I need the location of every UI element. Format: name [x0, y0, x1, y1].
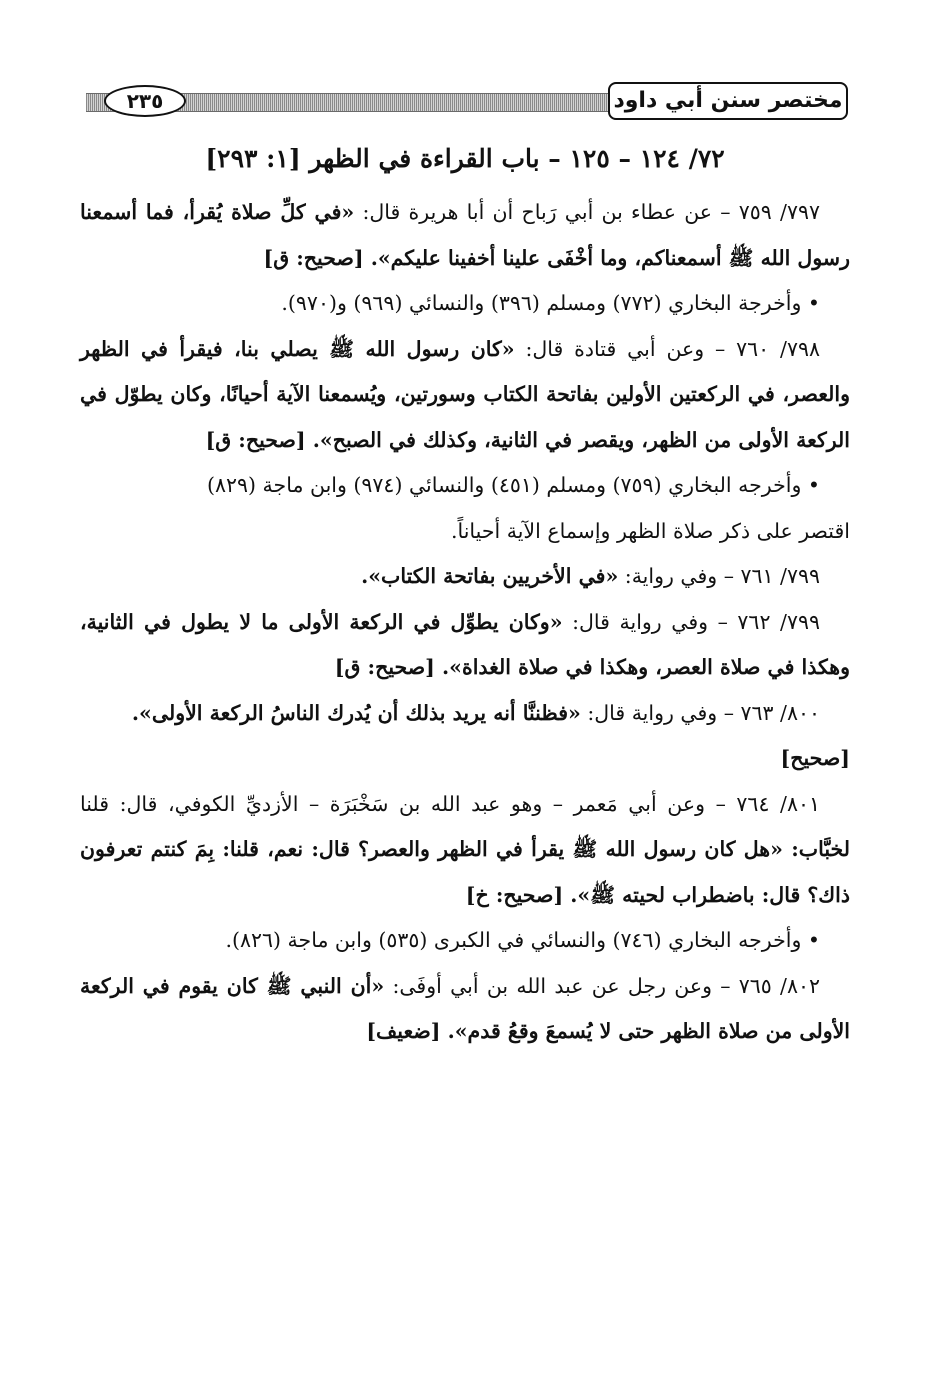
hadith-801 [80, 782, 850, 919]
takhrij-note: • وأخرجه البخاري (٧٤٦) والنسائي في الكبرى (٥٣٥) وابن ماجة (٨٢٦). [225, 928, 820, 952]
takhrij-note: • وأخرجة البخاري (٧٧٢) ومسلم (٣٩٦) والنسائي (٩٦٩) و(٩٧٠). [281, 291, 820, 315]
running-header [86, 80, 848, 128]
hadith-799-a [80, 554, 850, 600]
takhrij-note [80, 463, 850, 554]
hadith-intro: – عن عطاء بن أبي رَباح أن أبا هريرة قال: [354, 200, 739, 224]
hadith-802 [80, 964, 850, 1055]
hadith-grading: [صحيح: خ] [465, 882, 571, 907]
hadith-number: ٧٩٩/ ٧٦١ [740, 564, 820, 588]
hadith-text: «وكان يطوِّل في الركعة الأولى ما لا يطول في الثانية، وهكذا في صلاة العصر، وهكذا في صلاة الغداة». [80, 609, 850, 679]
hadith-intro: – وفي رواية قال: [562, 609, 738, 634]
hadith-grading: [صحيح: ق] [334, 655, 443, 679]
hadith-text: «أن النبي ﷺ كان يقوم في الركعة الأولى من صلاة الظهر حتى لا يُسمعَ وقعُ قدم». [80, 973, 850, 1043]
hadith-intro: – وعن أبي مَعمر – وهو عبد الله بن سَخْبَرَة – الأزديِّ الكوفي، قال: قلنا [80, 791, 737, 816]
hadith-text: «فظننَّا أنه يريد بذلك أن يُدرك الناسُ الركعة الأولى». [131, 700, 581, 725]
hadith-799-b [80, 600, 850, 691]
hadith-number: ٨٠٠/ ٧٦٣ [740, 700, 820, 725]
hadith-text: «في الأخريين بفاتحة الكتاب». [361, 564, 619, 588]
page-number: ٢٣٥ [104, 85, 186, 117]
hadith-grading: [ضعيف] [366, 1019, 448, 1043]
hadith-grading: [صحيح: ق] [205, 427, 313, 452]
hadith-797 [80, 190, 850, 281]
hadith-number: ٨٠٢/ ٧٦٥ [738, 973, 821, 998]
chapter-heading: ٧٢/ ١٢٤ – ١٢٥ – باب القراءة في الظهر [١: ٢٩٣] [205, 144, 725, 173]
hadith-intro: – وعن رجل عن عبد الله بن أبي أوفَى: [384, 973, 739, 998]
hadith-grading: [صحيح: ق] [263, 245, 371, 270]
takhrij-note-line: • وأخرجه البخاري (٧٥٩) ومسلم (٤٥١) والنسائي (٩٧٤) وابن ماجة (٨٢٩) [207, 473, 820, 497]
hadith-text: «في كلِّ صلاة يُقرأ، فما أسمعنا رسول الله ﷺ أسمعناكم، وما أخْفَى علينا أخفينا عليكم». [80, 200, 850, 270]
hadith-text: «كان رسول الله ﷺ يصلي بنا، فيقرأ في الظهر والعصر، في الركعتين الأولين بفاتحة الكتاب وسورتين، ويُسمعنا الآية أحيانًا، وكان يطوّل في الركعة الأولى من الظهر، ويقصر في الثانية، وكذلك في الصبح». [80, 336, 850, 452]
hadith-number: ٧٩٩/ ٧٦٢ [737, 609, 820, 634]
book-title: مختصر سنن أبي داود [608, 82, 848, 120]
hadith-intro: – وفي رواية: [618, 564, 741, 588]
hadith-number: ٨٠١/ ٧٦٤ [736, 791, 820, 816]
hadith-798 [80, 327, 850, 464]
hadith-number: ٧٩٧/ ٧٥٩ [738, 200, 820, 224]
page-body [80, 190, 850, 1055]
hadith-grading: [صحيح] [780, 746, 850, 770]
hadith-intro: – وعن أبي قتادة قال: [514, 336, 737, 361]
hadith-text: لخبَّاب: «هل كان رسول الله ﷺ يقرأ في الظهر والعصر؟ قال: نعم، قلنا: بِمَ كنتم تعرفون ذاك؟ قال: باضطراب لحيته ﷺ». [80, 837, 850, 907]
hadith-800 [80, 691, 850, 782]
takhrij-note-line: اقتصر على ذكر صلاة الظهر وإسماع الآية أحياناً. [450, 518, 850, 543]
hadith-intro: – وفي رواية قال: [580, 700, 741, 725]
hadith-number: ٧٩٨/ ٧٦٠ [736, 336, 820, 361]
